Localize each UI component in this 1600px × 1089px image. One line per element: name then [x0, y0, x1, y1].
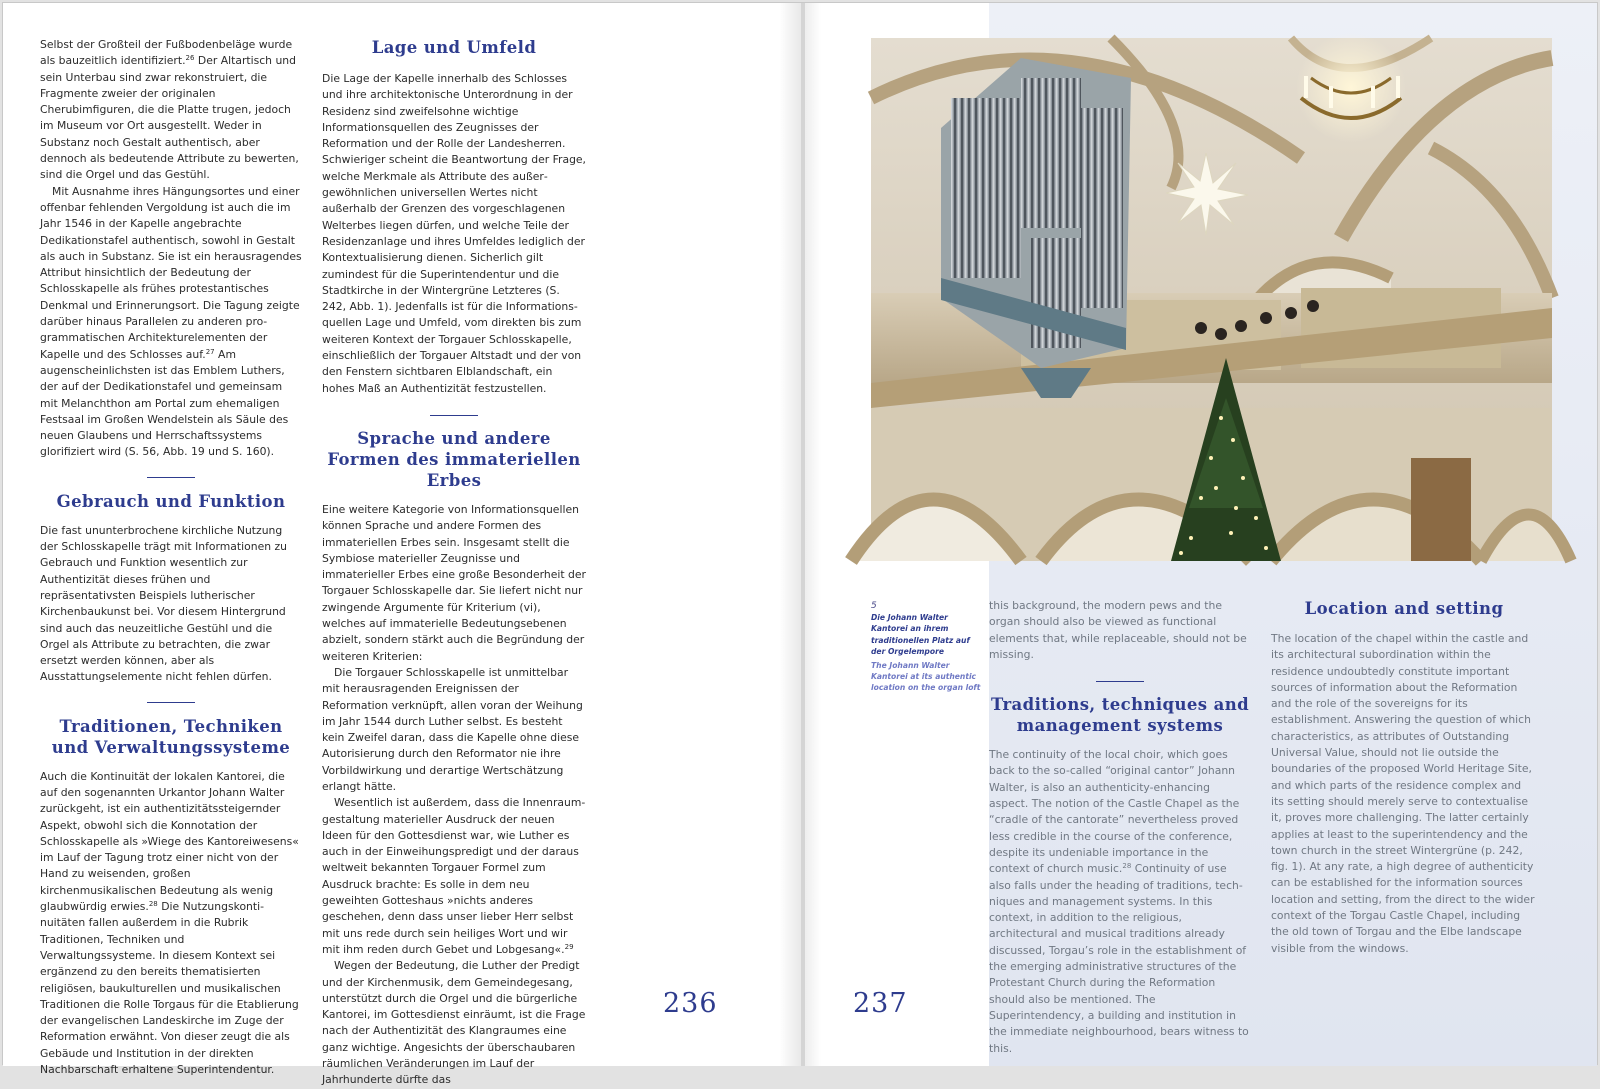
heading-location-and-setting: Location and setting	[1304, 599, 1504, 618]
paragraph: Die fast ununterbrochene kirchliche Nutzung der Schlosskapelle trägt mit Informationen zu Gebrauch und Funktion wesentlich zur Authentizität dieses frühen und repräsentativsten Beispiels lutherischer Kirchenbaukunst bei. Vor diesem Hintergrund sind auch das neuzeitliche Gestühl und die Orgel als Attribute zu betrachten, die zwar ersetzt werden können, aber als Ausstattungselemente nicht fehlen dürfen.	[40, 523, 288, 684]
caption-number: 5	[871, 601, 877, 611]
chapel-photo-illustration	[871, 38, 1552, 561]
right-column-1	[989, 598, 1251, 1057]
paragraph: Wesentlich ist außerdem, dass die Innenraumgestaltung materieller Ausdruck der neuen Ideen für den Gottesdienst war, wie Luther es auch in der Einweihungspredigt und der daraus weltweit bekannten Torgauer Formel zum Ausdruck brachte: Es solle in dem neu geweihten Gotteshaus »nichts anderes geschehen, denn dass unser lieber Herr selbst mit uns rede durch sein heiliges Wort und wir mit ihm reden durch Gebet und Lobgesang«.$^{29}$	[322, 796, 586, 956]
paragraph: The continuity of the local choir, which goes back to the so-called “original cantor” Johann Walter, is also an authenticity-enhancing aspect. The notion of the Castle Chapel as the “cradle of the cantorate” nevertheless proved less credible in the course of the conference, despite its undeniable importance in the context of church music.$^{28}$ Continuity of use also falls under the heading of traditions, techniques and management systems. In this context, in addition to the religious, architectural and musical traditions already discussed, Torgau’s role in the establishment of the emerging administrative structures of the Protestant Church during the Reformation should also be mentioned. The Superintendency, a building and institution in the immediate neighbourhood, bears witness to this.	[989, 748, 1249, 1055]
heading-gebrauch-und-funktion: Gebrauch und Funktion	[56, 491, 286, 511]
right-column-2	[1271, 598, 1537, 957]
paragraph: The location of the chapel within the castle and its architectural subordination within the residence undoubtedly constitute important sources of information about the Reformation and the role of the sovereigns for its establishment. Answering the question of which characteristics, as attributes of Outstanding Universal Value, should not lie outside the boundaries of the proposed World Heritage Site, and which parts of the residence complex and its setting should merely serve to contextualise it, proves more challenging. The latter certainly applies at least to the superintendency and the town church in the street Wintergrüne (p. 242, fig. 1). At any rate, a high degree of authenticity can be established for the information sources location and setting, from the direct to the wider context of the Torgau Castle Chapel, including the old town of Torgau and the Elbe landscape visible from the windows.	[1271, 632, 1535, 955]
chapel-interior-photo	[871, 38, 1552, 561]
footnote-ref[interactable]: 28	[1122, 862, 1132, 871]
paragraph: Selbst der Großteil der Fußbodenbeläge wurde als bauzeitlich identifiziert.$^{26}$ Der Altartisch und sein Unterbau sind zwar rekonstruiert, die Fragmente zweier der originalen Cherubimfiguren, die die Platte trugen, jedoch im Museum vor Ort ausgestellt. Weder in Substanz noch Gestalt authentisch, aber dennoch als bedeutende Attribute zu bewerten, sind die Orgel und das Gestühl.	[40, 38, 299, 182]
book-spread	[2, 2, 1598, 1087]
right-page	[805, 3, 1597, 1066]
section-divider	[147, 477, 195, 478]
section-divider	[430, 415, 478, 416]
left-page	[3, 3, 801, 1087]
heading-traditionen: Traditionen, Techniken und Verwaltungssysteme	[51, 716, 291, 757]
left-column-1	[40, 37, 302, 1078]
paragraph: Eine weitere Kategorie von Informationsquellen können Sprache und andere Formen des immateriellen Erbes sein. Insgesamt stellt die Symbiose materieller Zeugnisse und immaterieller Erbes eine große Besonderheit der Torgauer Schlosskapelle dar. Sie liefert nicht nur zwingende Argumente für Kriterium (vi), welches auf immaterielle Bedeutungsebenen abzielt, sondern stärkt auch die Begründung der weiteren Kriterien:	[322, 502, 586, 663]
section-divider	[1096, 681, 1144, 682]
paragraph: this background, the modern pews and the organ should also be viewed as functional elements that, while replaceable, should not be missing.	[989, 599, 1247, 661]
footnote-ref[interactable]: 29	[564, 942, 574, 951]
footnote-ref[interactable]: 28	[148, 900, 158, 909]
paragraph: Mit Ausnahme ihres Hängungsortes und einer offenbar fehlenden Vergoldung ist auch die im Jahr 1546 in der Kapelle angebrachte Dedikationstafel authentisch, sowohl in Gestalt als auch in Substanz. Sie ist ein herausragendes Attribut hinsichtlich der Bedeutung der Schlosskapelle als frühes protestantisches Denkmal und Erinnerungsort. Die Tagung zeigte darüber hinaus Parallelen zu anderen programmatischen Architekturelementen der Kapelle und des Schlosses auf.$^{27}$ Am augenscheinlichsten ist das Emblem Luthers, der auf der Dedikationstafel und gemeinsam mit Melanchthon am Portal zum ehemaligen Festsaal im Großen Wendelstein als Säule des neuen Glaubens und Herrschaftssystems glorifiziert wird (S. 56, Abb. 19 und S. 160).	[40, 184, 302, 459]
footnote-ref[interactable]: 26	[185, 54, 195, 63]
paragraph: Die Lage der Kapelle innerhalb des Schlosses und ihre architektonische Unterordnung in der Residenz sind zweifelsohne wichtige Informationsquellen des Zeugnisses der Reformation und der Rolle der Landesherren. Schwieriger scheint die Beantwortung der Frage, welche Merkmale als Attribute des außergewöhnlichen universellen Wertes nicht außerhalb der Grenzen des vorgeschlagenen Welterbes liegen dürfen, und welche Teile der Residenzanlage und ihres Umfeldes lediglich der Kontextualisierung dienen. Sicherlich gilt zumindest für die Superintendentur und die Stadtkirche in der Wintergrüne Letzteres (S. 242, Abb. 1). Jedenfalls ist für die Informationsquellen Lage und Umfeld, vom direkten bis zum weiteren Kontext der Torgauer Schlosskapelle, einschließlich der Torgauer Altstadt und der von den Fenstern sichtbaren Elblandschaft, ein hohes Maß an Authentizität festzustellen.	[322, 72, 586, 395]
heading-lage-und-umfeld: Lage und Umfeld	[371, 38, 537, 57]
page-number: 237	[853, 988, 908, 1019]
paragraph: Auch die Kontinuität der lokalen Kantorei, die auf den sogenannten Urkantor Johann Walter zurückgeht, ist ein authentizitätssteigernder Aspekt, obwohl sich die Konnotation der Schlosskapelle als »Wiege des Kantoreiwesens« im Lauf der Tagung trotz einer nicht von der Hand zu weisenden, großen kirchenmusikalischen Bedeutung als wenig glaubwürdig erwies.$^{28}$ Die Nutzungskontinuitäten fallen außerdem in die Rubrik Traditionen, Techniken und Verwaltungssysteme. In diesem Kontext sei ergänzend zu den bereits thematisierten religiösen, baukulturellen und musikalischen Traditionen die Rolle Torgaus für die Etablierung der evangelischen Landeskirche im Zuge der Reformation erwähnt. Von dieser zeugt die als Gebäude und Institution in der direkten Nachbarschaft erhaltene Superintendentur.	[40, 769, 299, 1077]
photo-caption	[871, 601, 981, 694]
caption-german: Die Johann Walter Kantorei an ihrem traditionellen Platz auf der Orgelempore	[871, 613, 970, 656]
caption-english: The Johann Walter Kantorei at its authentic location on the organ loft	[871, 661, 981, 693]
paragraph: Wegen der Bedeutung, die Luther der Predigt und der Kirchenmusik, dem Gemeindegesang, unterstützt durch die Orgel und die bürgerliche Kantorei, im Gottesdienst einräumt, ist die Frage nach der Authentizität des Klangraumes eine ganz wichtige. Angesichts der überschaubaren räumlichen Veränderungen im Lauf der Jahrhunderte dürfte das	[322, 959, 586, 1087]
page-number: 236	[663, 988, 718, 1019]
footnote-ref[interactable]: 27	[205, 347, 215, 356]
heading-traditions: Traditions, techniques and management systems	[990, 695, 1250, 736]
heading-sprache: Sprache und andere Formen des immateriellen Erbes	[327, 428, 581, 490]
section-divider	[147, 702, 195, 703]
paragraph: Die Torgauer Schlosskapelle ist unmittelbar mit herausragenden Ereignissen der Reformation verknüpft, allen voran der Weihung im Jahr 1544 durch Luther selbst. Es besteht kein Zweifel daran, dass die Kapelle ohne diese Autorisierung durch den Reformator nie ihre Vorbildwirkung und derartige Wertschätzung erlangt hätte.	[322, 665, 583, 793]
left-column-2	[322, 37, 586, 1089]
